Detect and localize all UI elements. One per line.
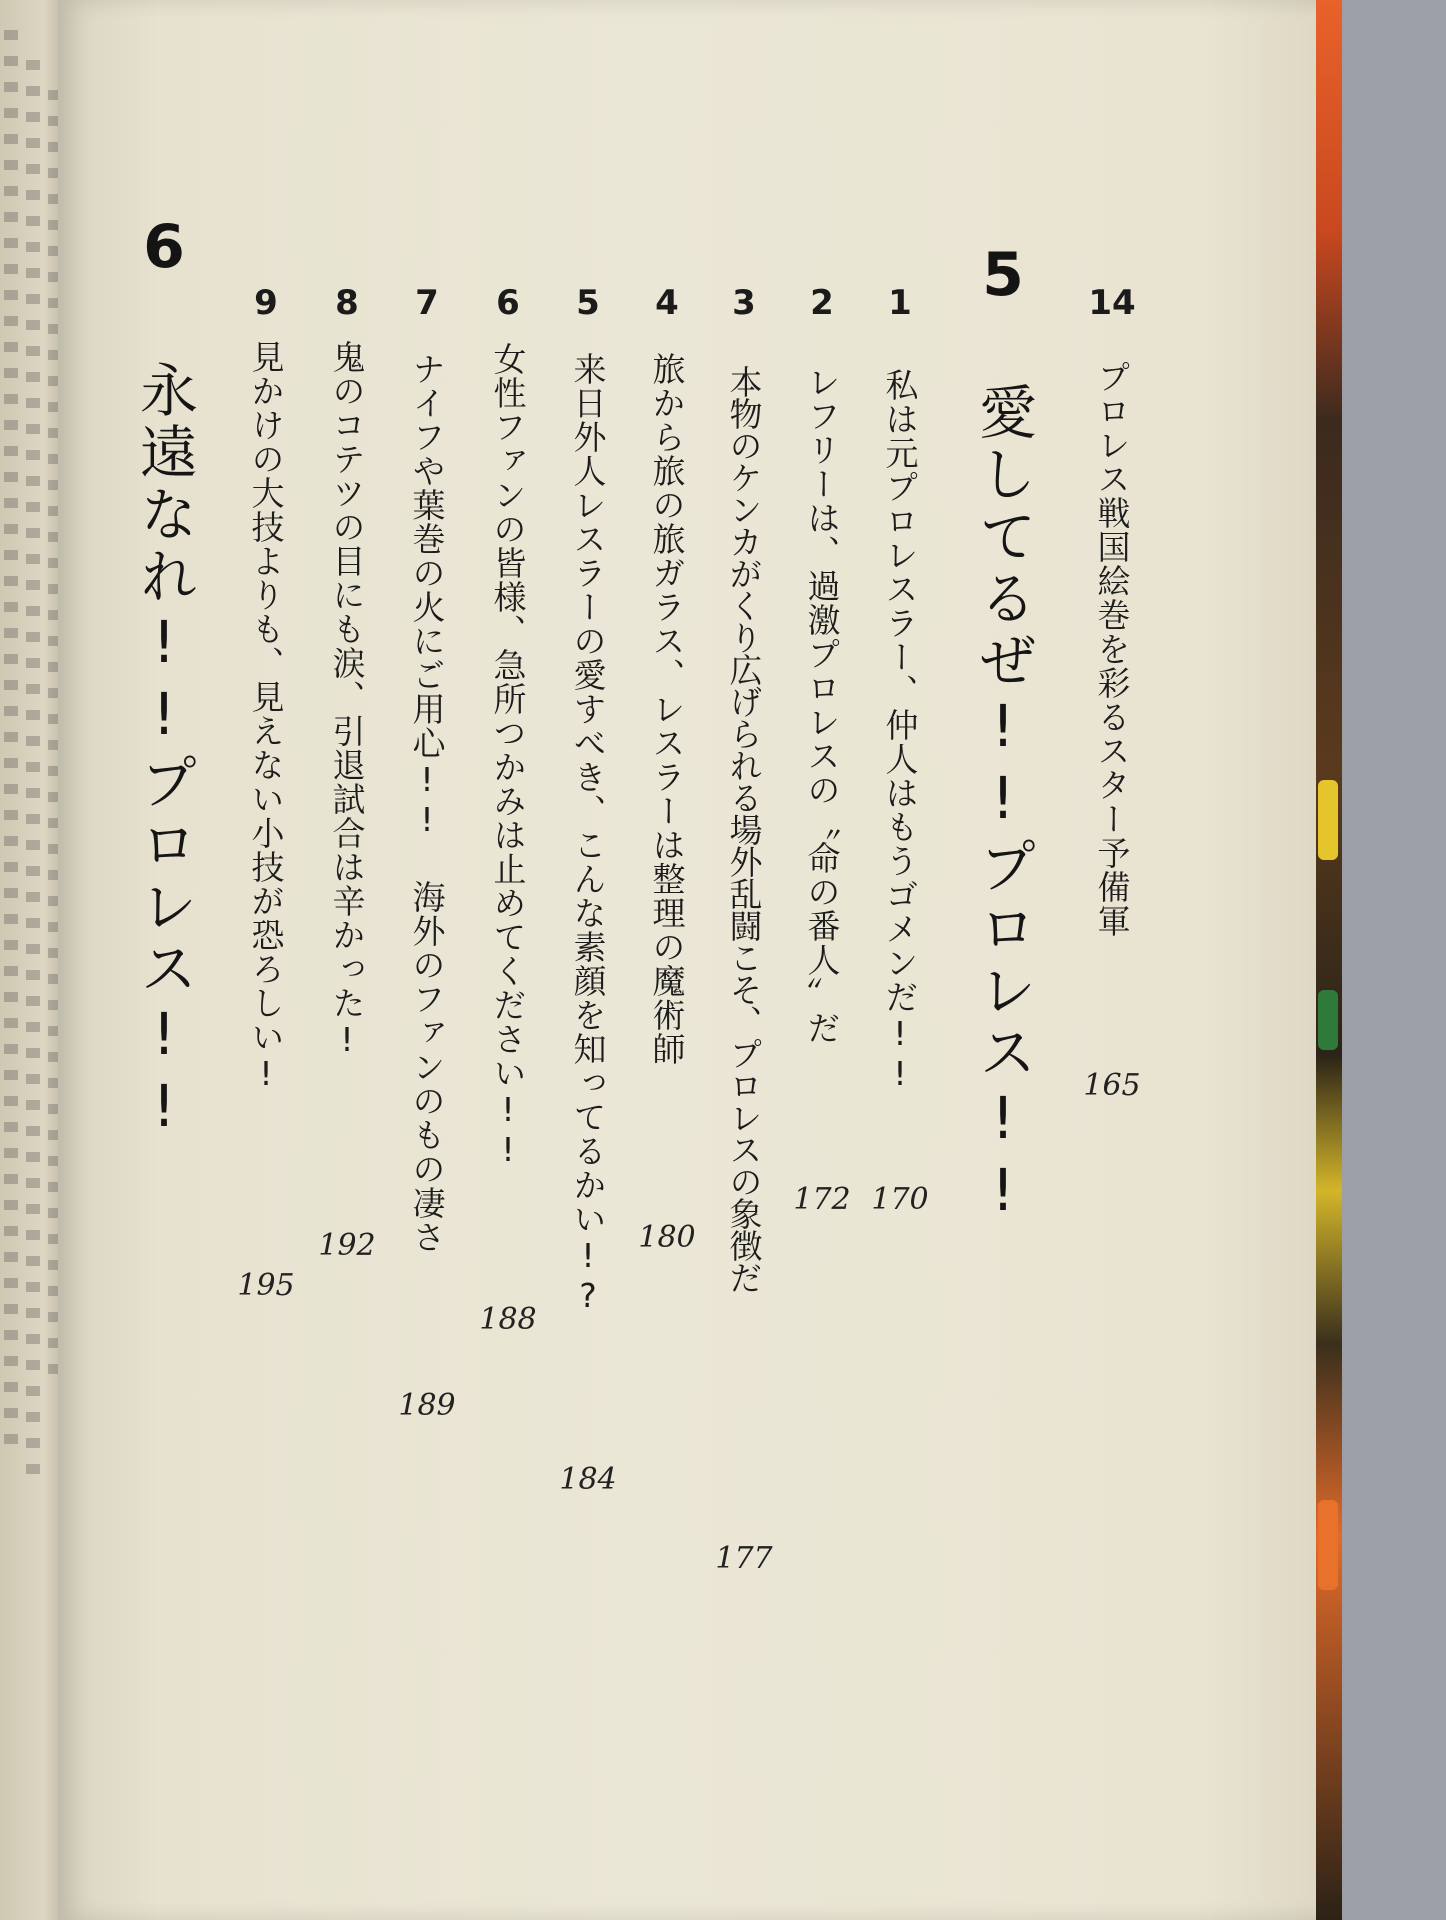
entry-title: 鬼のコテツの目にも涙、引退試合は辛かった! — [327, 340, 367, 1060]
entry-title: 旅から旅の旅ガラス、レスラーは整理の魔術師 — [647, 352, 687, 1066]
entry-number: 1 — [888, 283, 912, 323]
book-cover-edge — [1316, 0, 1342, 1920]
cover-print — [1318, 1500, 1338, 1590]
entry-title: 本物のケンカがくり広げられる場外乱闘こそ、プロレスの象徴だ — [724, 365, 764, 1293]
entry-number: 8 — [335, 283, 359, 323]
cover-print — [1318, 780, 1338, 860]
entry-page: 184 — [559, 1462, 617, 1497]
entry-number: 2 — [810, 283, 834, 323]
entry-page: 189 — [398, 1388, 456, 1423]
entry-page: 195 — [237, 1268, 295, 1303]
entry-page: 188 — [479, 1302, 537, 1337]
entry-page: 177 — [715, 1541, 773, 1576]
entry-number: 7 — [415, 283, 439, 323]
entry-number: 14 — [1088, 283, 1136, 323]
chapter-title: 愛してるぜ!!プロレス!! — [969, 382, 1037, 1228]
bleed-through-text — [26, 60, 40, 1480]
entry-page: 192 — [318, 1228, 376, 1263]
entry-number: 6 — [496, 283, 520, 323]
entry-page: 165 — [1083, 1068, 1141, 1103]
entry-page: 170 — [871, 1182, 929, 1217]
entry-title: ナイフや葉巻の火にご用心!! 海外のファンのもの凄さ — [407, 352, 447, 1254]
entry-title: 女性ファンの皆様、急所つかみは止めてください!! — [488, 342, 528, 1170]
entry-number: 9 — [254, 283, 278, 323]
chapter-number: 5 — [982, 240, 1024, 310]
entry-number: 3 — [732, 283, 756, 323]
entry-title: 私は元プロレスラー、仲人はもうゴメンだ!! — [880, 368, 920, 1094]
entry-title: 来日外人レスラーの愛すべき、こんな素顔を知ってるかい!? — [568, 352, 608, 1316]
bleed-through-text — [4, 30, 18, 1450]
entry-number: 5 — [576, 283, 600, 323]
cover-print — [1318, 990, 1338, 1050]
entry-page: 180 — [638, 1220, 696, 1255]
entry-title: レフリーは、過激プロレスの〝命の番人〟だ — [802, 365, 842, 1045]
entry-page: 172 — [793, 1182, 851, 1217]
entry-title: 見かけの大技よりも、見えない小技が恐ろしい! — [246, 340, 286, 1094]
chapter-title: 永遠なれ!!プロレス!! — [130, 360, 198, 1144]
entry-title: プロレス戦国絵巻を彩るスター予備軍 — [1092, 360, 1132, 938]
entry-number: 4 — [655, 283, 679, 323]
chapter-number: 6 — [143, 212, 185, 282]
